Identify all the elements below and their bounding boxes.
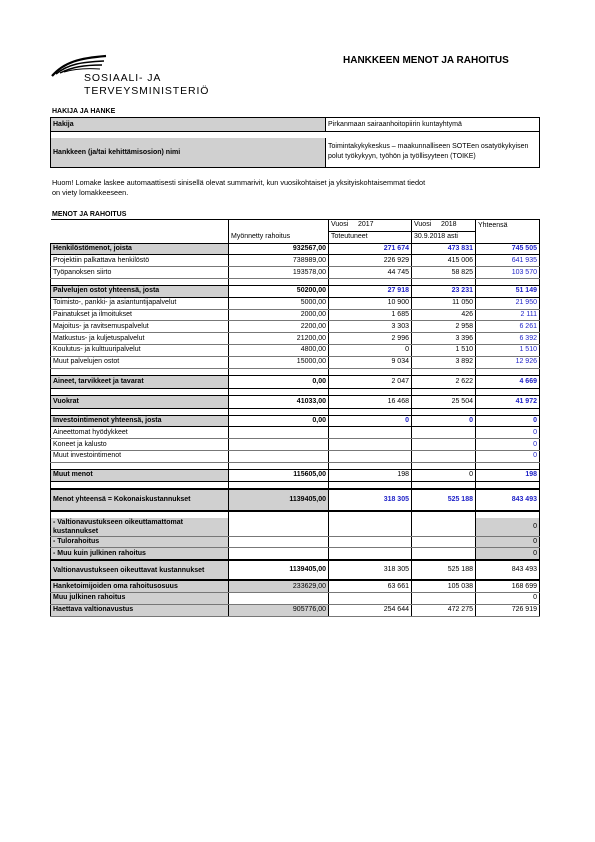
year1-value: 2 047 — [329, 375, 412, 388]
year2-value: 473 831 — [412, 243, 476, 255]
total-value: 41 972 — [476, 395, 540, 408]
granted-value: 115605,00 — [229, 469, 329, 481]
total-value: 2 111 — [476, 309, 540, 321]
year2-value — [412, 427, 476, 439]
granted-value: 2000,00 — [229, 309, 329, 321]
row-label: Projektiin palkattava henkilöstö — [51, 255, 229, 267]
row-label: Aineet, tarvikkeet ja tavarat — [51, 375, 229, 388]
year1-value: 198 — [329, 469, 412, 481]
granted-value: 41033,00 — [229, 395, 329, 408]
row-label: - Muu kuin julkinen rahoitus — [51, 548, 229, 560]
total-value: 4 669 — [476, 375, 540, 388]
applicant-label: Hakija — [51, 118, 326, 132]
total-value: 1 510 — [476, 344, 540, 356]
year1-value: 3 303 — [329, 321, 412, 333]
table-row — [51, 243, 540, 255]
row-label: Painatukset ja ilmoitukset — [51, 309, 229, 321]
costs-heading: MENOT JA RAHOITUS — [52, 211, 127, 218]
total-value: 0 — [476, 518, 540, 537]
year2-value: 525 188 — [412, 560, 476, 580]
year1-value: 10 900 — [329, 297, 412, 309]
table-row — [51, 267, 540, 279]
granted-value: 5000,00 — [229, 297, 329, 309]
granted-value: 932567,00 — [229, 243, 329, 255]
row-label: Muut investointimenot — [51, 450, 229, 462]
total-value: 103 570 — [476, 267, 540, 279]
granted-value: 233629,00 — [229, 580, 329, 592]
table-row — [51, 439, 540, 451]
granted-value — [229, 450, 329, 462]
instruction-note — [52, 178, 492, 198]
table-row — [51, 333, 540, 345]
year2-value — [412, 518, 476, 537]
year1-value: 63 661 — [329, 580, 412, 592]
year1-value: 0 — [329, 344, 412, 356]
year1-value: 318 305 — [329, 489, 412, 511]
year2-value: 105 038 — [412, 580, 476, 592]
year2-value — [412, 439, 476, 451]
year2-value: 1 510 — [412, 344, 476, 356]
table-row — [51, 427, 540, 439]
total-value: 6 392 — [476, 333, 540, 345]
granted-value: 4800,00 — [229, 344, 329, 356]
year1-value — [329, 518, 412, 537]
year1-value: 2 996 — [329, 333, 412, 345]
granted-header: Myönnetty rahoitus — [229, 231, 329, 243]
logo-line2: TERVEYSMINISTERIÖ — [84, 85, 210, 97]
year1-value: 226 929 — [329, 255, 412, 267]
row-label: Hanketoimijoiden oma rahoitusosuus — [51, 580, 229, 592]
table-row — [51, 375, 540, 388]
row-label: Muu julkinen rahoitus — [51, 592, 229, 604]
granted-value: 1139405,00 — [229, 489, 329, 511]
total-value: 843 493 — [476, 560, 540, 580]
year2-subheader: 30.9.2018 asti — [412, 231, 476, 243]
table-row — [51, 285, 540, 297]
applicant-table — [50, 117, 540, 168]
granted-value: 738989,00 — [229, 255, 329, 267]
granted-value: 0,00 — [229, 375, 329, 388]
total-value: 726 919 — [476, 604, 540, 616]
row-label: Valtionavustukseen oikeuttavat kustannukset — [51, 560, 229, 580]
year2-value — [412, 450, 476, 462]
granted-value — [229, 536, 329, 548]
total-value: 168 699 — [476, 580, 540, 592]
year1-value — [329, 592, 412, 604]
table-row — [51, 518, 540, 537]
row-label: Koneet ja kalusto — [51, 439, 229, 451]
year1-subheader: Toteutuneet — [329, 231, 412, 243]
year2-value: 415 006 — [412, 255, 476, 267]
table-row — [51, 580, 540, 592]
granted-value: 50200,00 — [229, 285, 329, 297]
granted-value — [229, 439, 329, 451]
year2-value: 525 188 — [412, 489, 476, 511]
total-value: 0 — [476, 548, 540, 560]
table-row — [51, 255, 540, 267]
granted-value: 21200,00 — [229, 333, 329, 345]
granted-value — [229, 427, 329, 439]
applicant-value: Pirkanmaan sairaanhoitopiirin kuntayhtymä — [328, 121, 462, 128]
year1-value: 318 305 — [329, 560, 412, 580]
granted-value — [229, 548, 329, 560]
total-value: 21 950 — [476, 297, 540, 309]
year1-value: 16 468 — [329, 395, 412, 408]
year2-value: 23 231 — [412, 285, 476, 297]
row-label: Majoitus- ja ravitsemuspalvelut — [51, 321, 229, 333]
year1-value — [329, 439, 412, 451]
table-row — [51, 592, 540, 604]
year1-value: 0 — [329, 415, 412, 427]
total-value: 0 — [476, 439, 540, 451]
project-name-label: Hankkeen (ja/tai kehittämisosion) nimi — [51, 138, 326, 168]
ministry-logo — [50, 52, 220, 100]
year1-value — [329, 427, 412, 439]
year2-value: 3 396 — [412, 333, 476, 345]
year1-value: 44 745 — [329, 267, 412, 279]
note-line1: Huom! Lomake laskee automaattisesti sinisellä olevat summarivit, kun vuosikohtaiset ja yksityiskohtaisemmat tiedot — [52, 178, 426, 187]
year1-value — [329, 450, 412, 462]
row-label: Muut menot — [51, 469, 229, 481]
row-label: Palvelujen ostot yhteensä, josta — [51, 285, 229, 297]
total-value: 0 — [476, 592, 540, 604]
row-label: Menot yhteensä = Kokonaiskustannukset — [51, 489, 229, 511]
total-value: 745 505 — [476, 243, 540, 255]
row-label: - Valtionavustukseen oikeuttamattomat kustannukset — [51, 518, 229, 537]
granted-value: 15000,00 — [229, 356, 329, 368]
granted-value: 1139405,00 — [229, 560, 329, 580]
table-row — [51, 415, 540, 427]
year2-value: 11 050 — [412, 297, 476, 309]
row-label: Aineettomat hyödykkeet — [51, 427, 229, 439]
page-title: HANKKEEN MENOT JA RAHOITUS — [343, 55, 509, 66]
project-name-value: Toimintakykykeskus – maakunnalliseen SOTEen osatyökykyisen polut työkykyyn, työhön ja työllisyyteen (TOIKE) — [328, 143, 529, 161]
year2-value: 472 275 — [412, 604, 476, 616]
table-row — [51, 356, 540, 368]
row-label: Matkustus- ja kuljetuspalvelut — [51, 333, 229, 345]
granted-value: 0,00 — [229, 415, 329, 427]
row-label: Vuokrat — [51, 395, 229, 408]
year1-value — [329, 548, 412, 560]
year1-value — [329, 536, 412, 548]
year1-value: 27 918 — [329, 285, 412, 297]
total-value: 6 261 — [476, 321, 540, 333]
row-label: Muut palvelujen ostot — [51, 356, 229, 368]
year2-value: 2 622 — [412, 375, 476, 388]
table-row — [51, 548, 540, 560]
total-value: 843 493 — [476, 489, 540, 511]
costs-table — [50, 219, 540, 617]
row-label: Haettava valtionavustus — [51, 604, 229, 616]
table-row — [51, 450, 540, 462]
year1-value: 9 034 — [329, 356, 412, 368]
year2-value: 426 — [412, 309, 476, 321]
year1-value: 1 685 — [329, 309, 412, 321]
table-row — [51, 536, 540, 548]
table-row — [51, 297, 540, 309]
table-row — [51, 469, 540, 481]
row-label: Koulutus- ja kulttuuripalvelut — [51, 344, 229, 356]
total-value: 0 — [476, 427, 540, 439]
year2-value: 0 — [412, 415, 476, 427]
total-value: 12 926 — [476, 356, 540, 368]
total-value: 641 935 — [476, 255, 540, 267]
year2-value — [412, 548, 476, 560]
total-value: 51 149 — [476, 285, 540, 297]
table-row — [51, 321, 540, 333]
total-value: 198 — [476, 469, 540, 481]
logo-line1: SOSIAALI- JA — [84, 72, 162, 84]
table-row — [51, 309, 540, 321]
table-row — [51, 560, 540, 580]
total-value: 0 — [476, 415, 540, 427]
year2-value: 25 504 — [412, 395, 476, 408]
table-row — [51, 604, 540, 616]
note-line2: on viety lomakkeeseen. — [52, 188, 129, 197]
row-label: Henkilöstömenot, joista — [51, 243, 229, 255]
row-label: Investointimenot yhteensä, josta — [51, 415, 229, 427]
row-label: Työpanoksen siirto — [51, 267, 229, 279]
granted-value — [229, 518, 329, 537]
year1-header: Vuosi 2017 — [329, 220, 412, 232]
year2-value: 3 892 — [412, 356, 476, 368]
granted-value: 905776,00 — [229, 604, 329, 616]
table-row — [51, 489, 540, 511]
year2-value: 58 825 — [412, 267, 476, 279]
total-header: Yhteensä — [476, 220, 540, 232]
year1-value: 271 674 — [329, 243, 412, 255]
year2-header: Vuosi 2018 — [412, 220, 476, 232]
total-value: 0 — [476, 450, 540, 462]
table-row — [51, 344, 540, 356]
year2-value — [412, 592, 476, 604]
granted-value: 193578,00 — [229, 267, 329, 279]
row-label: Toimisto-, pankki- ja asiantuntijapalvelut — [51, 297, 229, 309]
total-value: 0 — [476, 536, 540, 548]
granted-value — [229, 592, 329, 604]
granted-value: 2200,00 — [229, 321, 329, 333]
year2-value: 2 958 — [412, 321, 476, 333]
row-label: - Tulorahoitus — [51, 536, 229, 548]
year1-value: 254 644 — [329, 604, 412, 616]
year2-value: 0 — [412, 469, 476, 481]
table-row — [51, 395, 540, 408]
applicant-heading: HAKIJA JA HANKE — [52, 108, 116, 115]
year2-value — [412, 536, 476, 548]
